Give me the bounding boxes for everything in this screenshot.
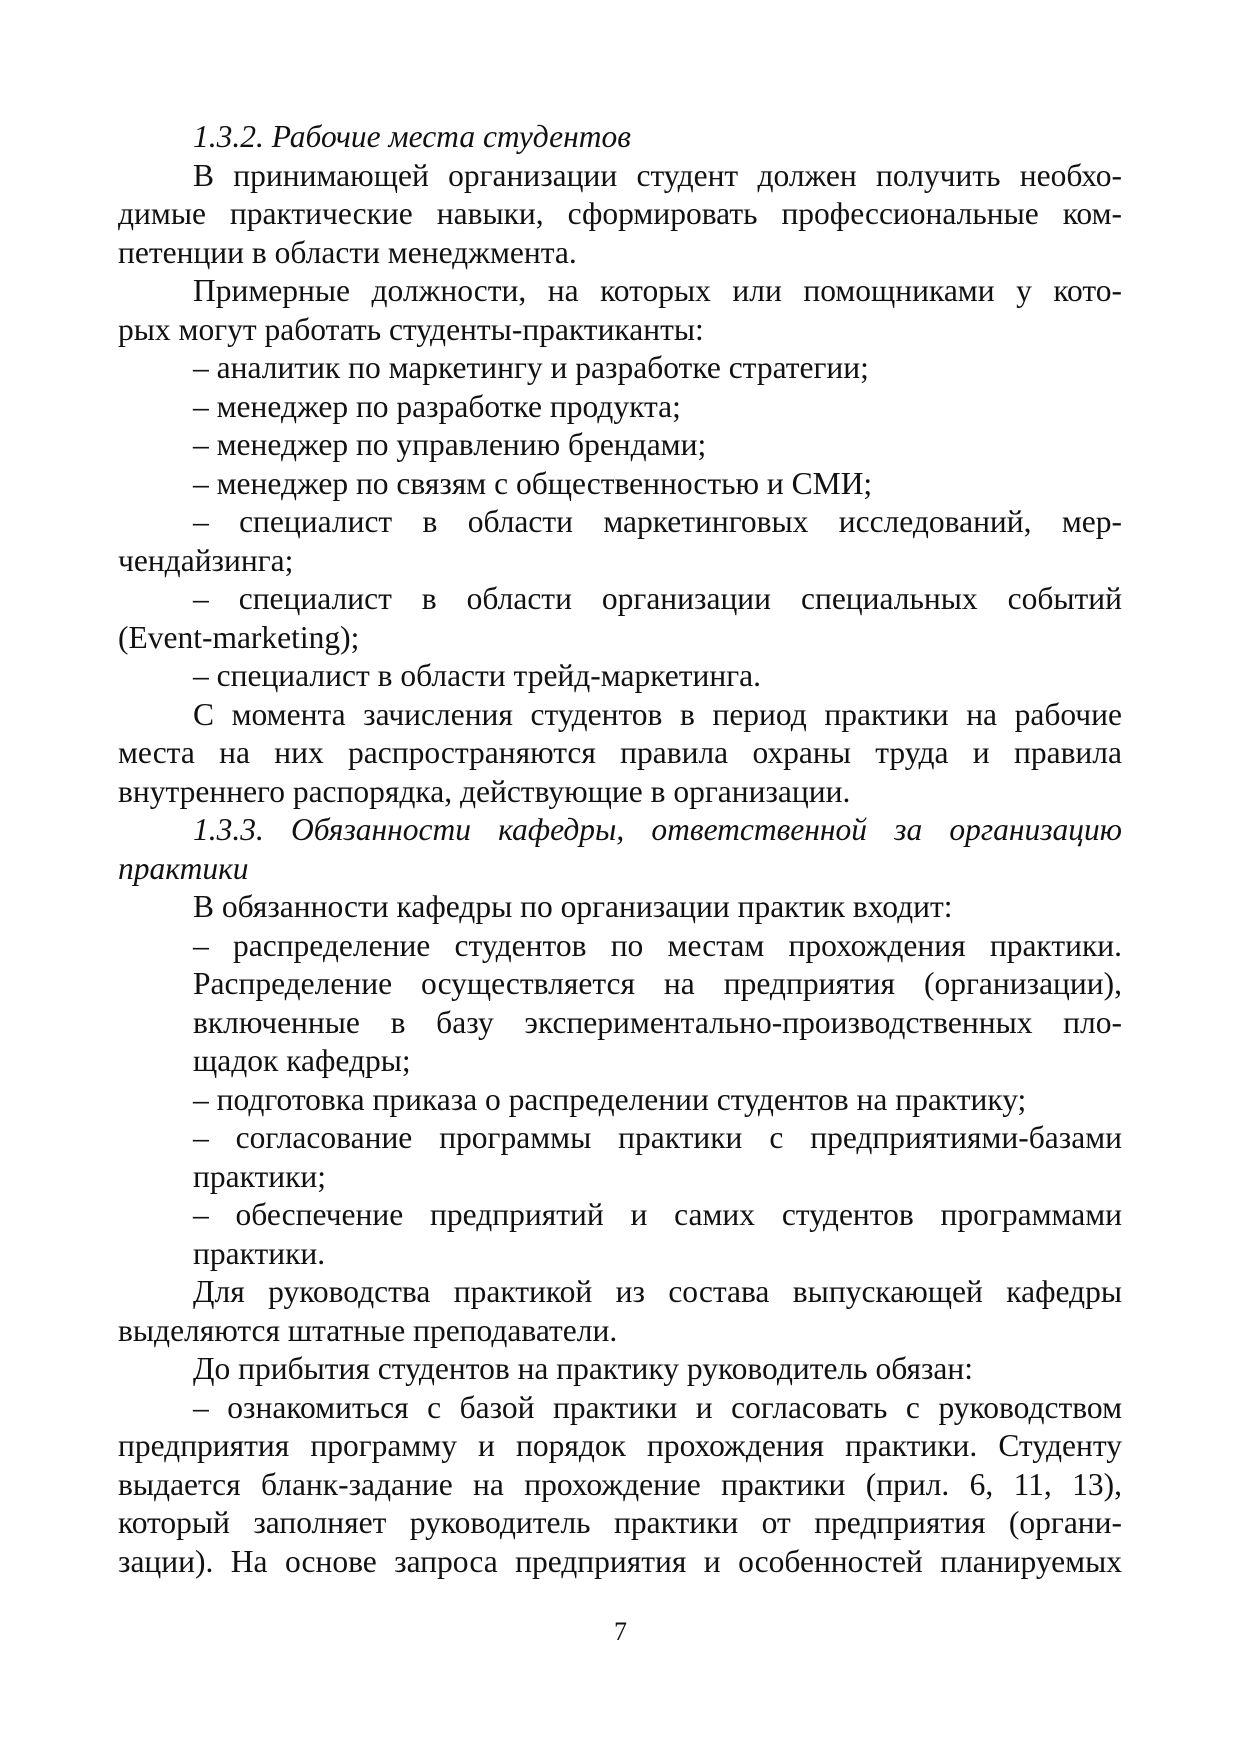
- text-line: зации). На основе запроса предприятия и особенностей планируемых: [118, 1543, 1122, 1579]
- section-heading: 1.3.3. Обязанности кафедры, ответственной за организацию: [193, 812, 1122, 847]
- page-body: [118, 118, 1122, 1581]
- list-item: – менеджер по связям с общественностью и СМИ;: [193, 465, 873, 501]
- text-line: Примерные должности, на которых или помощниками у кото-: [193, 273, 1122, 308]
- list-item: – специалист в области трейд-маркетинга.: [193, 658, 761, 693]
- list-item: Распределение осуществляется на предприятия (организации),: [193, 966, 1122, 1001]
- list-item: – менеджер по управлению брендами;: [193, 427, 707, 462]
- text-line: 1.3.2. Рабочие места студентов: [193, 119, 631, 154]
- text-line: (Event-marketing);: [118, 619, 360, 655]
- list-item: – подготовка приказа о распределении студентов на практику;: [193, 1081, 1027, 1117]
- text-line: предприятия программу и порядок прохождения практики. Студенту: [118, 1428, 1122, 1463]
- list-item: щадок кафедры;: [193, 1043, 411, 1078]
- list-item: включенные в базу экспериментально-производственных пло-: [193, 1004, 1122, 1040]
- text-line: чендайзинга;: [118, 542, 294, 578]
- list-item: – специалист в области организации специальных событий: [193, 581, 1122, 616]
- list-item: – распределение студентов по местам прохождения практики.: [193, 927, 1122, 963]
- text-line: Для руководства практикой из состава выпускающей кафедры: [193, 1274, 1122, 1309]
- text-line: выделяются штатные преподаватели.: [118, 1312, 618, 1348]
- list-item: практики.: [193, 1235, 326, 1271]
- list-item: – ознакомиться с базой практики и согласовать с руководством: [193, 1389, 1122, 1425]
- list-item: – специалист в области маркетинговых исследований, мер-: [193, 504, 1122, 539]
- list-item: – менеджер по разработке продукта;: [193, 388, 681, 424]
- section-heading: практики: [118, 850, 249, 886]
- text-line: В принимающей организации студент должен получить необхо-: [193, 157, 1122, 193]
- list-item: – аналитик по маркетингу и разработке стратегии;: [193, 350, 869, 385]
- list-item: практики;: [193, 1158, 327, 1194]
- text-line: места на них распространяются правила охраны труда и правила: [118, 735, 1122, 770]
- text-line: внутреннего распорядка, действующие в организации.: [118, 773, 851, 809]
- page-number: 7: [614, 1617, 627, 1646]
- text-line: петенции в области менеджмента.: [118, 234, 577, 270]
- text-line: В обязанности кафедры по организации практик входит:: [193, 889, 953, 924]
- text-line: С момента зачисления студентов в период практики на рабочие: [193, 696, 1122, 732]
- text-line: димые практические навыки, сформировать профессиональные ком-: [118, 196, 1122, 231]
- list-item: – согласование программы практики с предприятиями-базами: [193, 1120, 1122, 1155]
- text-line: До прибытия студентов на практику руководитель обязан:: [193, 1351, 974, 1386]
- list-item: – обеспечение предприятий и самих студентов программами: [193, 1197, 1122, 1232]
- text-line: который заполняет руководитель практики от предприятия (органи-: [118, 1505, 1122, 1540]
- text-line: выдается бланк-задание на прохождение практики (прил. 6, 11, 13),: [118, 1466, 1122, 1502]
- text-line: рых могут работать студенты-практиканты:: [118, 311, 704, 347]
